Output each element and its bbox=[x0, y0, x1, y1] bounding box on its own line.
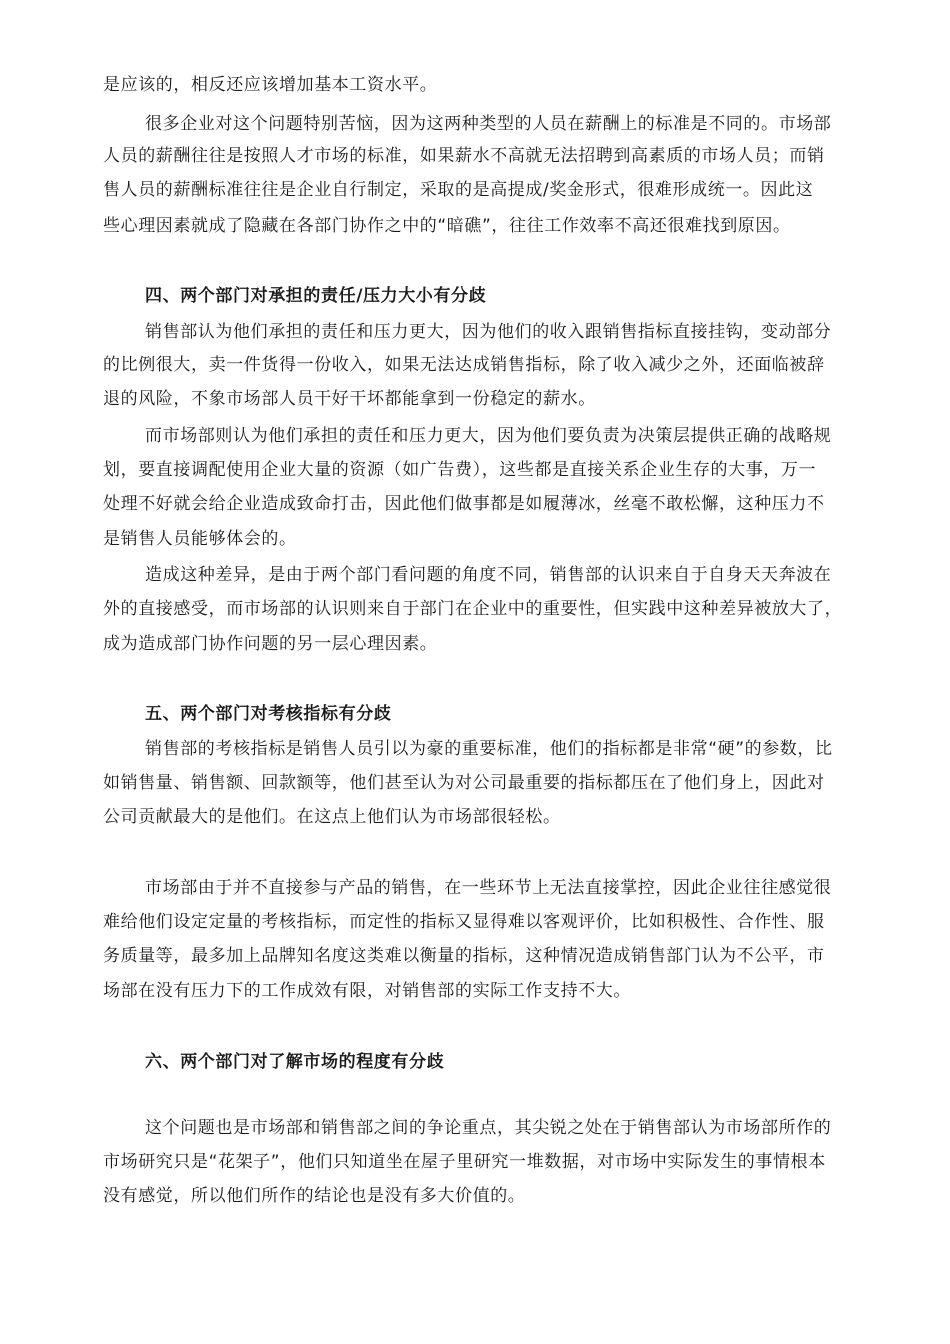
paragraph-line: 销售部的考核指标是销售人员引以为豪的重要标准，他们的指标都是非常“硬”的参数，比 bbox=[145, 739, 833, 759]
paragraph-line: 售人员的薪酬标准往往是企业自行制定，采取的是高提成/奖金形式，很难形成统一。因此这 bbox=[103, 180, 814, 200]
section-heading: 六、两个部门对了解市场的程度有分歧 bbox=[145, 1052, 445, 1072]
paragraph-line: 是应该的，相反还应该增加基本工资水平。 bbox=[103, 75, 438, 95]
paragraph-line: 销售部认为他们承担的责任和压力更大，因为他们的收入跟销售指标直接挂钩，变动部分 bbox=[145, 322, 832, 342]
paragraph-line: 的比例很大，卖一件货得一份收入，如果无法达成销售指标，除了收入减少之外，还面临被辞 bbox=[103, 355, 825, 375]
section-heading: 四、两个部门对承担的责任/压力大小有分歧 bbox=[145, 286, 487, 306]
paragraph-line: 难给他们设定定量的考核指标，而定性的指标又显得难以客观评价，比如积极性、合作性、服 bbox=[103, 912, 825, 932]
paragraph-line: 是销售人员能够体会的。 bbox=[103, 529, 297, 549]
paragraph-line: 处理不好就会给企业造成致命打击，因此他们做事都是如履薄冰，丝毫不敢松懈，这种压力不 bbox=[103, 494, 825, 514]
paragraph-line: 外的直接感受，而市场部的认识则来自于部门在企业中的重要性，但实践中这种差异被放大了， bbox=[103, 599, 843, 619]
paragraph-line: 成为造成部门协作问题的另一层心理因素。 bbox=[103, 634, 438, 654]
paragraph-line: 场部在没有压力下的工作成效有限，对销售部的实际工作支持不大。 bbox=[103, 981, 631, 1001]
paragraph-line: 市场部由于并不直接参与产品的销售，在一些环节上无法直接掌控，因此企业往往感觉很 bbox=[145, 878, 832, 898]
paragraph-line: 这个问题也是市场部和销售部之间的争论重点，其尖锐之处在于销售部认为市场部所作的 bbox=[145, 1118, 832, 1138]
paragraph-line: 如销售量、销售额、回款额等，他们甚至认为对公司最重要的指标都压在了他们身上，因此对 bbox=[103, 773, 825, 793]
paragraph-line: 而市场部则认为他们承担的责任和压力更大，因为他们要负责为决策层提供正确的战略规 bbox=[145, 426, 832, 446]
paragraph-line: 没有感觉，所以他们所作的结论也是没有多大价值的。 bbox=[103, 1186, 526, 1206]
paragraph-line: 人员的薪酬往往是按照人才市场的标准，如果薪水不高就无法招聘到高素质的市场人员；而销 bbox=[103, 146, 825, 166]
paragraph-line: 些心理因素就成了隐藏在各部门协作之中的“暗礁”，往往工作效率不高还很难找到原因。 bbox=[103, 216, 791, 236]
paragraph-line: 划，要直接调配使用企业大量的资源（如广告费），这些都是直接关系企业生存的大事，万一 bbox=[103, 460, 817, 480]
section-heading: 五、两个部门对考核指标有分歧 bbox=[145, 704, 392, 724]
paragraph-line: 很多企业对这个问题特别苦恼，因为这两种类型的人员在薪酬上的标准是不同的。市场部 bbox=[145, 114, 832, 134]
paragraph-line: 公司贡献最大的是他们。在这点上他们认为市场部很轻松。 bbox=[103, 807, 561, 827]
paragraph-line: 退的风险，不象市场部人员干好干坏都能拿到一份稳定的薪水。 bbox=[103, 389, 596, 409]
paragraph-line: 务质量等，最多加上品牌知名度这类难以衡量的指标，这种情况造成销售部门认为不公平，市 bbox=[103, 946, 825, 966]
paragraph-line: 市场研究只是“花架子”，他们只知道坐在屋子里研究一堆数据，对市场中实际发生的事情根本 bbox=[103, 1152, 826, 1172]
paragraph-line: 造成这种差异，是由于两个部门看问题的角度不同，销售部的认识来自于自身天天奔波在 bbox=[145, 565, 832, 585]
